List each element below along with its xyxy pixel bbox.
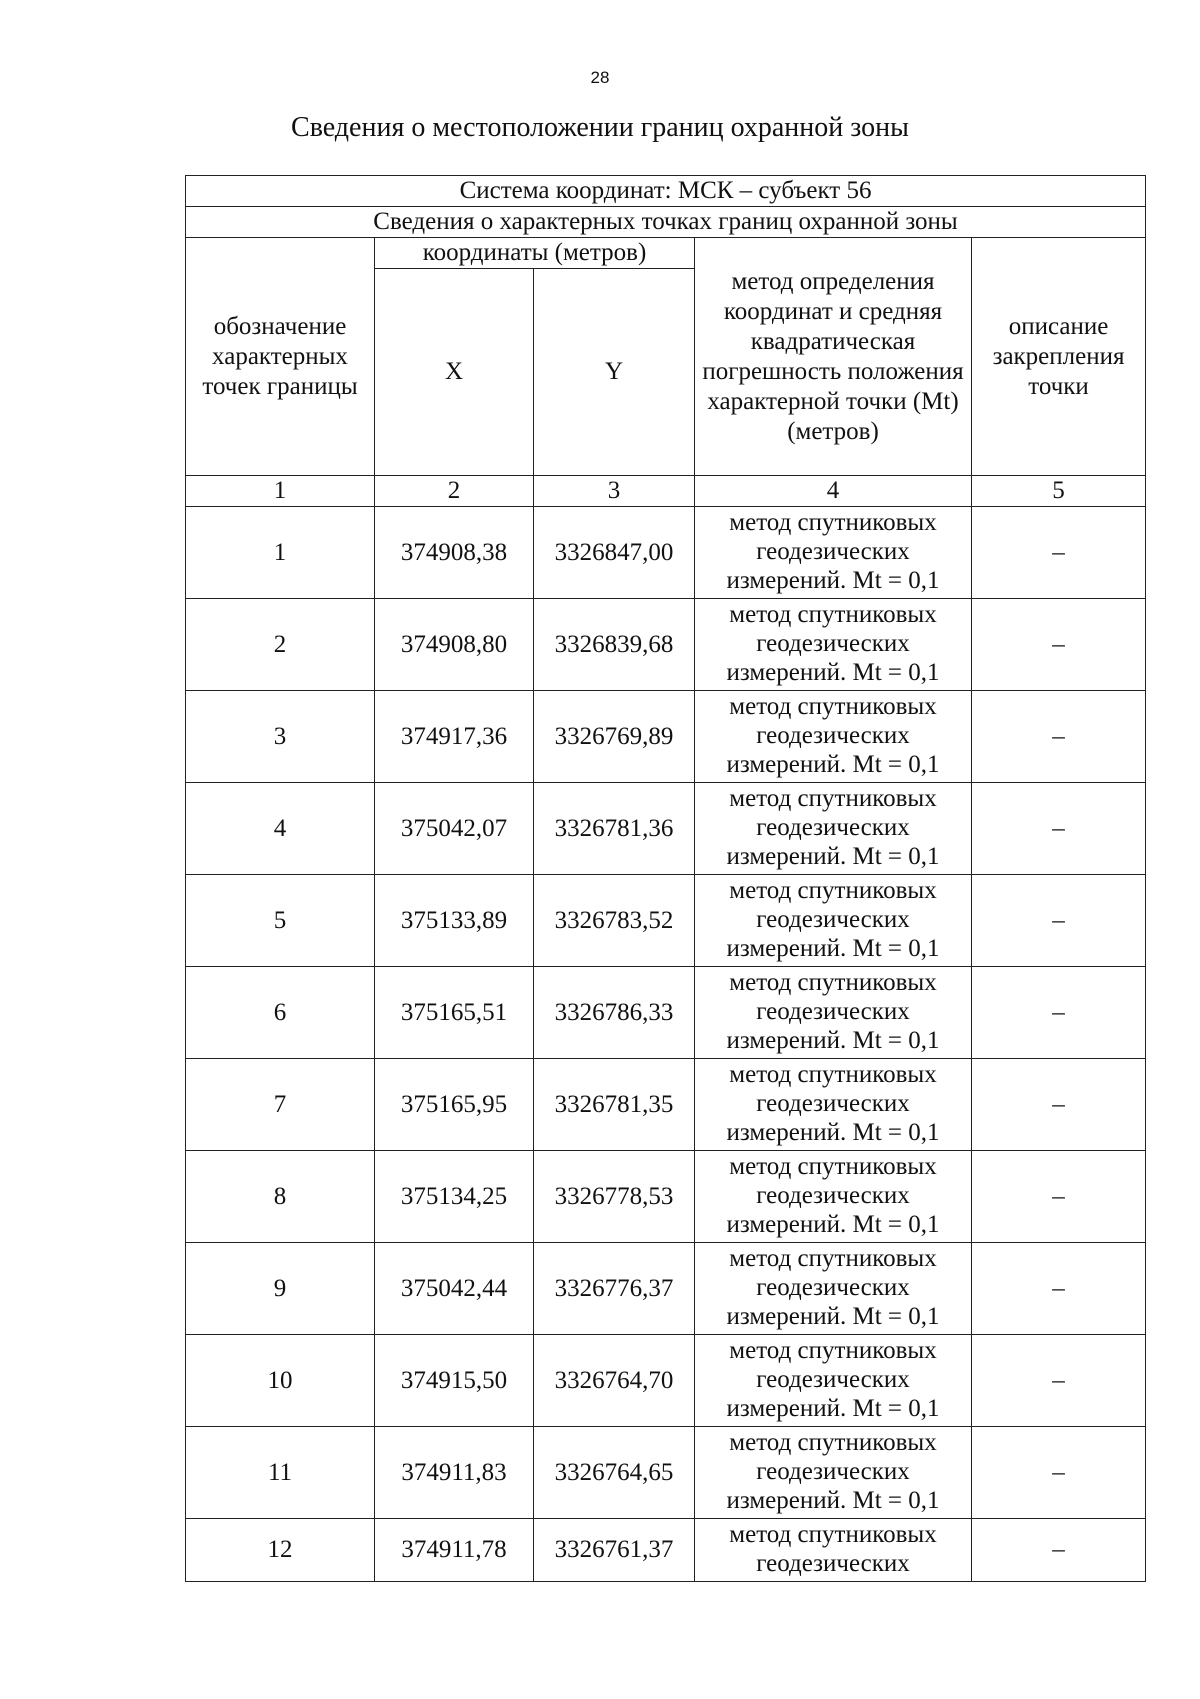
method-line: измерений. Mt = 0,1 [726, 1486, 940, 1514]
fixing-description-cell: – [972, 691, 1146, 783]
method-line: геодезических [756, 1182, 910, 1210]
y-coordinate-cell: 3326764,65 [534, 1427, 695, 1519]
header-coordinates: координаты (метров) [375, 238, 695, 269]
method-line: геодезических [756, 722, 910, 750]
x-coordinate-cell: 374911,83 [375, 1427, 534, 1519]
column-number: 4 [695, 476, 972, 507]
method-line: геодезических [756, 538, 910, 566]
y-coordinate-cell: 3326769,89 [534, 691, 695, 783]
fixing-description-cell: – [972, 875, 1146, 967]
table-row [186, 1243, 1146, 1335]
coordinate-system-header: Система координат: МСК – субъект 56 [186, 176, 1146, 207]
header-y: Y [534, 269, 695, 476]
x-coordinate-cell: 375165,95 [375, 1059, 534, 1151]
x-coordinate-cell: 375134,25 [375, 1151, 534, 1243]
column-number: 1 [186, 476, 375, 507]
y-coordinate-cell: 3326839,68 [534, 599, 695, 691]
method-line: геодезических [756, 1550, 910, 1577]
table-row [186, 1151, 1146, 1243]
method-line: измерений. Mt = 0,1 [726, 1210, 940, 1238]
method-cell [695, 1519, 972, 1582]
table-row [186, 783, 1146, 875]
point-number-cell: 8 [186, 1151, 375, 1243]
table-row [186, 599, 1146, 691]
x-coordinate-cell: 374908,80 [375, 599, 534, 691]
method-line: метод спутниковых [729, 1337, 937, 1365]
point-number-cell: 5 [186, 875, 375, 967]
table-row [186, 691, 1146, 783]
method-cell [695, 1335, 972, 1427]
x-coordinate-cell: 375042,07 [375, 783, 534, 875]
method-line: метод спутниковых [729, 1061, 937, 1089]
y-coordinate-cell: 3326781,36 [534, 783, 695, 875]
point-number-cell: 1 [186, 507, 375, 599]
point-number-cell: 10 [186, 1335, 375, 1427]
fixing-description-cell: – [972, 1243, 1146, 1335]
method-line: геодезических [756, 630, 910, 658]
method-cell [695, 1243, 972, 1335]
method-cell [695, 1059, 972, 1151]
method-line: геодезических [756, 1090, 910, 1118]
method-cell [695, 507, 972, 599]
method-cell [695, 1427, 972, 1519]
fixing-description-cell: – [972, 507, 1146, 599]
method-line: метод спутниковых [729, 969, 937, 997]
method-line: метод спутниковых [729, 509, 937, 537]
header-fixing-description: описание закрепления точки [972, 238, 1146, 476]
method-line: измерений. Mt = 0,1 [726, 658, 940, 686]
method-line: измерений. Mt = 0,1 [726, 1302, 940, 1330]
method-cell [695, 875, 972, 967]
point-number-cell: 6 [186, 967, 375, 1059]
method-cell [695, 1151, 972, 1243]
y-coordinate-cell: 3326778,53 [534, 1151, 695, 1243]
method-line: геодезических [756, 814, 910, 842]
method-line: геодезических [756, 998, 910, 1026]
column-number: 2 [375, 476, 534, 507]
point-number-cell: 12 [186, 1519, 375, 1582]
y-coordinate-cell: 3326761,37 [534, 1519, 695, 1582]
table-row [186, 875, 1146, 967]
method-line: измерений. Mt = 0,1 [726, 1394, 940, 1422]
y-coordinate-cell: 3326781,35 [534, 1059, 695, 1151]
table-body [186, 507, 1146, 1582]
section-title-header: Сведения о характерных точках границ охранной зоны [186, 207, 1146, 238]
header-x: X [375, 269, 534, 476]
method-line: измерений. Mt = 0,1 [726, 750, 940, 778]
x-coordinate-cell: 374911,78 [375, 1519, 534, 1582]
method-line: геодезических [756, 1458, 910, 1486]
point-number-cell: 3 [186, 691, 375, 783]
table-row [186, 1335, 1146, 1427]
point-number-cell: 2 [186, 599, 375, 691]
point-number-cell: 7 [186, 1059, 375, 1151]
method-line: измерений. Mt = 0,1 [726, 934, 940, 962]
x-coordinate-cell: 374915,50 [375, 1335, 534, 1427]
table-row [186, 967, 1146, 1059]
x-coordinate-cell: 375042,44 [375, 1243, 534, 1335]
x-coordinate-cell: 374917,36 [375, 691, 534, 783]
y-coordinate-cell: 3326783,52 [534, 875, 695, 967]
y-coordinate-cell: 3326786,33 [534, 967, 695, 1059]
y-coordinate-cell: 3326847,00 [534, 507, 695, 599]
method-cell [695, 691, 972, 783]
method-line: метод спутниковых [729, 1153, 937, 1181]
method-line: метод спутниковых [729, 877, 937, 905]
coordinates-table [185, 175, 1146, 1582]
point-number-cell: 4 [186, 783, 375, 875]
y-coordinate-cell: 3326764,70 [534, 1335, 695, 1427]
column-number: 3 [534, 476, 695, 507]
method-line: измерений. Mt = 0,1 [726, 842, 940, 870]
x-coordinate-cell: 375165,51 [375, 967, 534, 1059]
fixing-description-cell: – [972, 1427, 1146, 1519]
fixing-description-cell: – [972, 1151, 1146, 1243]
method-cell [695, 967, 972, 1059]
table-row [186, 1059, 1146, 1151]
point-number-cell: 11 [186, 1427, 375, 1519]
fixing-description-cell: – [972, 783, 1146, 875]
header-method: метод определения координат и средняя квадратическая погрешность положения характерной точки (Mt) (метров) [695, 238, 972, 476]
fixing-description-cell: – [972, 967, 1146, 1059]
method-cell [695, 599, 972, 691]
table-row [186, 1427, 1146, 1519]
method-cell [695, 783, 972, 875]
column-number: 5 [972, 476, 1146, 507]
table-row [186, 507, 1146, 599]
page-number: 28 [590, 68, 610, 87]
x-coordinate-cell: 374908,38 [375, 507, 534, 599]
method-line: измерений. Mt = 0,1 [726, 1026, 940, 1054]
table-row [186, 1519, 1146, 1582]
fixing-description-cell: – [972, 1059, 1146, 1151]
method-line: метод спутниковых [729, 1429, 937, 1457]
method-line: измерений. Mt = 0,1 [726, 566, 940, 594]
method-line: метод спутниковых [729, 785, 937, 813]
method-line: метод спутниковых [729, 693, 937, 721]
method-line: метод спутниковых [729, 601, 937, 629]
fixing-description-cell: – [972, 1335, 1146, 1427]
y-coordinate-cell: 3326776,37 [534, 1243, 695, 1335]
x-coordinate-cell: 375133,89 [375, 875, 534, 967]
method-line: метод спутниковых [729, 1245, 937, 1273]
method-line: измерений. Mt = 0,1 [726, 1118, 940, 1146]
method-line: геодезических [756, 1366, 910, 1394]
fixing-description-cell: – [972, 599, 1146, 691]
header-point-designation: обозначение характерных точек границы [186, 238, 375, 476]
method-line: метод спутниковых [729, 1521, 937, 1549]
document-title: Сведения о местоположении границ охранной зоны [291, 112, 909, 143]
fixing-description-cell: – [972, 1519, 1146, 1582]
point-number-cell: 9 [186, 1243, 375, 1335]
method-line: геодезических [756, 1274, 910, 1302]
method-line: геодезических [756, 906, 910, 934]
